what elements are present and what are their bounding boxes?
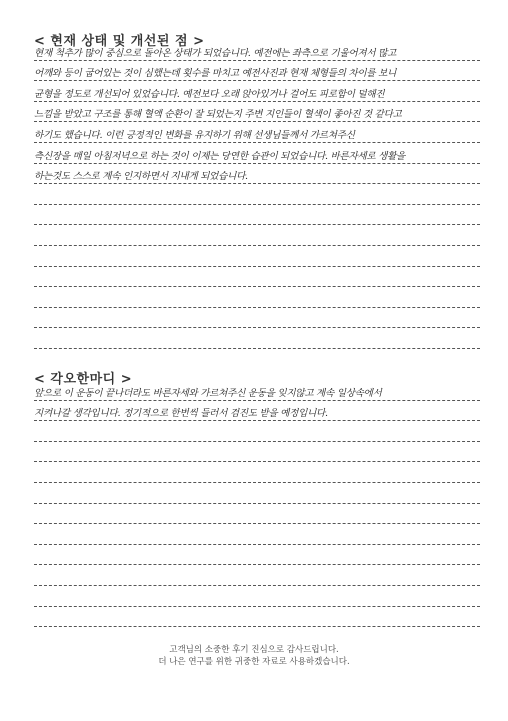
footer-note	[0, 644, 508, 668]
handwritten-text: 균형을 정도로 개선되어 있었습니다. 예전보다 오래 앉아있거나 걸어도 피로함이 덜해진	[34, 88, 385, 100]
handwritten-text: 앞으로 이 운동이 끝나더라도 바른자세와 가르쳐주신 운동을 잊지않고 계속 일상속에서	[34, 387, 382, 399]
handwritten-text: 지켜나갈 생각입니다. 정기적으로 한번씩 들러서 검진도 받을 예정입니다.	[34, 408, 328, 420]
ruled-line	[34, 442, 480, 463]
ruled-line	[34, 380, 480, 401]
footer-line-2: 더 나은 연구를 위한 귀중한 자료로 사용하겠습니다.	[158, 657, 350, 667]
ruled-line	[34, 565, 480, 586]
ruled-line	[34, 462, 480, 483]
handwritten-text: 하는것도 스스로 계속 인지하면서 지내게 되었습니다.	[34, 171, 248, 183]
handwritten-text: 어깨와 등이 굽어있는 것이 심했는데 횟수를 마치고 예전사진과 현재 체형들의 차이를 보니	[34, 68, 397, 80]
ruled-line	[34, 287, 480, 308]
ruled-line	[34, 205, 480, 226]
ruled-line	[34, 143, 480, 164]
ruled-line	[34, 421, 480, 442]
ruled-line	[34, 184, 480, 205]
handwritten-text: 현재 척추가 많이 중심으로 돌아온 상태가 되었습니다. 예전에는 좌측으로 기울어져서 많고	[34, 47, 397, 59]
handwritten-text: 느낌을 받았고 구조를 통해 혈액 순환이 잘 되었는지 주변 지인들이 혈색이 좋아진 것 같다고	[34, 109, 402, 121]
ruled-line	[34, 164, 480, 185]
ruled-line	[34, 504, 480, 525]
ruled-line	[34, 267, 480, 288]
ruled-line	[34, 81, 480, 102]
ruled-line	[34, 586, 480, 607]
ruled-line	[34, 328, 480, 349]
ruled-line	[34, 401, 480, 422]
ruled-line	[34, 61, 480, 82]
ruled-line	[34, 607, 480, 628]
ruled-line	[34, 308, 480, 329]
ruled-line	[34, 102, 480, 123]
ruled-line	[34, 246, 480, 267]
handwritten-text: 측신장을 매일 아침저녁으로 하는 것이 이제는 당연한 습관이 되었습니다. 바른자세로 생활을	[34, 150, 406, 162]
resolution-lines	[34, 380, 480, 627]
ruled-line	[34, 225, 480, 246]
resolution-title: < 각오한마디 >	[34, 372, 133, 387]
current-status-title: < 현재 상태 및 개선된 점 >	[34, 34, 205, 49]
ruled-line	[34, 483, 480, 504]
handwritten-text: 하기도 했습니다. 이런 긍정적인 변화를 유지하기 위해 선생님들께서 가르쳐주신	[34, 129, 355, 141]
ruled-line	[34, 524, 480, 545]
ruled-line	[34, 122, 480, 143]
current-status-lines	[34, 40, 480, 349]
ruled-line	[34, 40, 480, 61]
footer-line-1: 고객님의 소중한 후기 진심으로 감사드립니다.	[169, 645, 339, 655]
ruled-line	[34, 545, 480, 566]
